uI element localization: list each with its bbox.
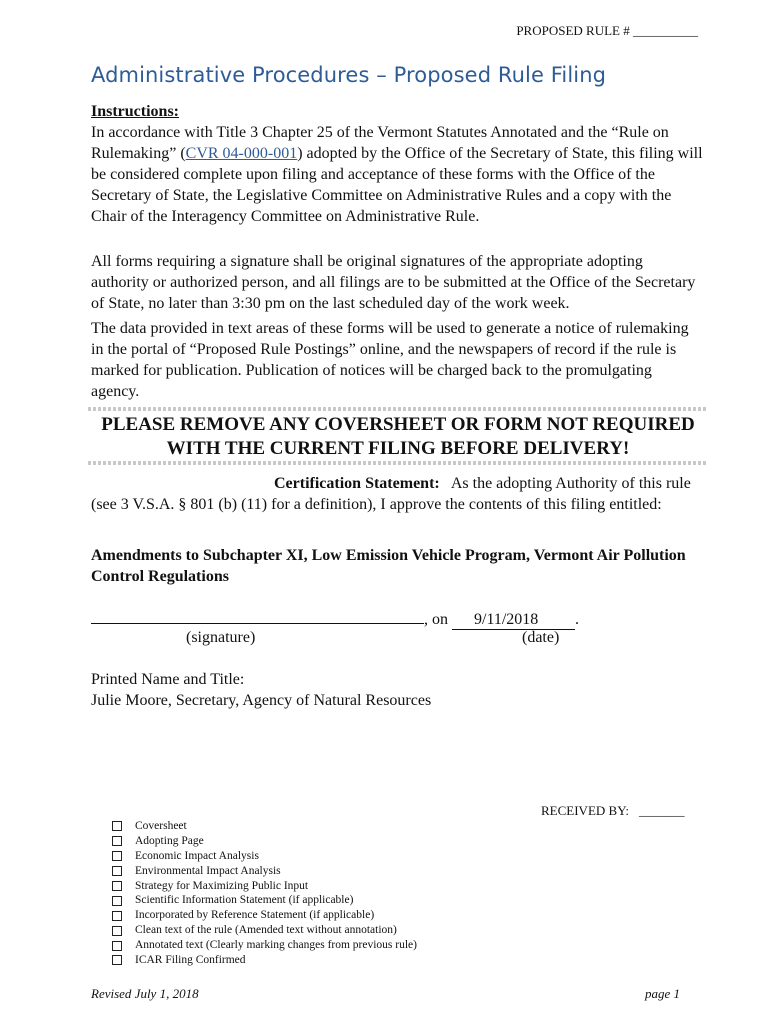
- cvr-link[interactable]: CVR 04-000-001: [185, 145, 298, 162]
- printed-name-value: Julie Moore, Secretary, Agency of Natural Resources: [91, 692, 432, 709]
- checkbox[interactable]: [112, 851, 122, 861]
- instructions-p1-start: In accordance with Title 3 Chapter 25 of the Vermont Statutes Annotated and the “Rule on Rulemaking” (: [91, 124, 669, 162]
- received-by-label: RECEIVED BY:: [541, 803, 629, 818]
- checklist-item-label: Adopting Page: [135, 834, 204, 847]
- signature-label: (signature): [186, 629, 256, 646]
- checklist-item-label: Scientific Information Statement (if applicable): [135, 894, 354, 907]
- checkbox[interactable]: [112, 911, 122, 921]
- decorative-divider-bottom: [88, 461, 706, 465]
- page-title: Administrative Procedures – Proposed Rule Filing: [91, 63, 607, 87]
- received-by: [541, 803, 685, 819]
- checklist-item[interactable]: [112, 923, 417, 938]
- checklist-item[interactable]: [112, 879, 417, 894]
- received-by-blank[interactable]: _______: [639, 803, 685, 818]
- checklist-item[interactable]: [112, 953, 417, 968]
- checklist-item[interactable]: [112, 819, 417, 834]
- instructions-p1-end: ) adopted by the Office of the Secretary of State, this filing will be considered complete upon filing and acceptance of these forms with the Office of the Secretary of State, the Legislative Committee on Administrative Rules and a copy with the Chair of the Interagency Committee on Administrative Rule.: [91, 145, 703, 225]
- checklist-item-label: Annotated text (Clearly marking changes from previous rule): [135, 939, 417, 952]
- instructions-paragraph-2: All forms requiring a signature shall be original signatures of the appropriate adopting authority or authorized person, and all filings are to be submitted at the Office of the Secretary of State, no later than 3:30 pm on the last scheduled day of the work week.: [91, 253, 696, 312]
- signature-line[interactable]: [91, 609, 424, 624]
- checklist-item-label: Strategy for Maximizing Public Input: [135, 879, 309, 892]
- checklist-item-label: Incorporated by Reference Statement (if applicable): [135, 909, 375, 922]
- certification-text: As the adopting Authority of this rule (see 3 V.S.A. § 801 (b) (11) for a definition), I approve the contents of this filing entitled:: [91, 475, 691, 513]
- rule-title: Amendments to Subchapter XI, Low Emission Vehicle Program, Vermont Air Pollution Control Regulations: [91, 547, 686, 585]
- checklist-item[interactable]: [112, 938, 417, 953]
- checklist-item[interactable]: [112, 834, 417, 849]
- checkbox[interactable]: [112, 941, 122, 951]
- checklist-item[interactable]: [112, 864, 417, 879]
- date-field[interactable]: 9/11/2018: [452, 611, 575, 630]
- checkbox[interactable]: [112, 836, 122, 846]
- revision-date: Revised July 1, 2018: [91, 986, 199, 1001]
- certification-statement: [91, 473, 703, 515]
- date-label: (date): [522, 629, 560, 646]
- checkbox[interactable]: [112, 866, 122, 876]
- checklist-item[interactable]: [112, 908, 417, 923]
- page-number: page 1: [644, 986, 680, 1001]
- checklist-item-label: Environmental Impact Analysis: [135, 864, 281, 877]
- checkbox[interactable]: [112, 955, 122, 965]
- certification-label: Certification Statement:: [274, 475, 440, 492]
- checklist-item[interactable]: [112, 893, 417, 908]
- checklist-item-label: Clean text of the rule (Amended text without annotation): [135, 924, 397, 937]
- checkbox[interactable]: [112, 896, 122, 906]
- proposed-rule-number: PROPOSED RULE # __________: [516, 23, 698, 38]
- date-period: .: [575, 611, 579, 628]
- printed-name-label: Printed Name and Title:: [91, 671, 245, 688]
- checkbox[interactable]: [112, 926, 122, 936]
- instructions-paragraph-3: The data provided in text areas of these forms will be used to generate a notice of rulemaking in the portal of “Proposed Rule Postings” online, and the newspapers of record if the rule is marked for publication. Publication of notices will be charged back to the promulgating agency.: [91, 320, 689, 400]
- checklist-item[interactable]: [112, 849, 417, 864]
- on-text: , on: [424, 611, 448, 628]
- checklist-item-label: ICAR Filing Confirmed: [135, 954, 246, 967]
- instructions-paragraph-1: [91, 122, 703, 227]
- signature-row: [91, 609, 579, 630]
- decorative-divider-top: [88, 407, 706, 411]
- removal-warning: PLEASE REMOVE ANY COVERSHEET OR FORM NOT REQUIRED WITH THE CURRENT FILING BEFORE DELIVERY!: [101, 414, 695, 459]
- checklist-item-label: Economic Impact Analysis: [135, 849, 259, 862]
- checkbox[interactable]: [112, 821, 122, 831]
- filing-checklist: [112, 819, 417, 968]
- instructions-label: Instructions:: [91, 103, 180, 120]
- checkbox[interactable]: [112, 881, 122, 891]
- printed-name-block: [91, 669, 431, 711]
- checklist-item-label: Coversheet: [135, 820, 187, 832]
